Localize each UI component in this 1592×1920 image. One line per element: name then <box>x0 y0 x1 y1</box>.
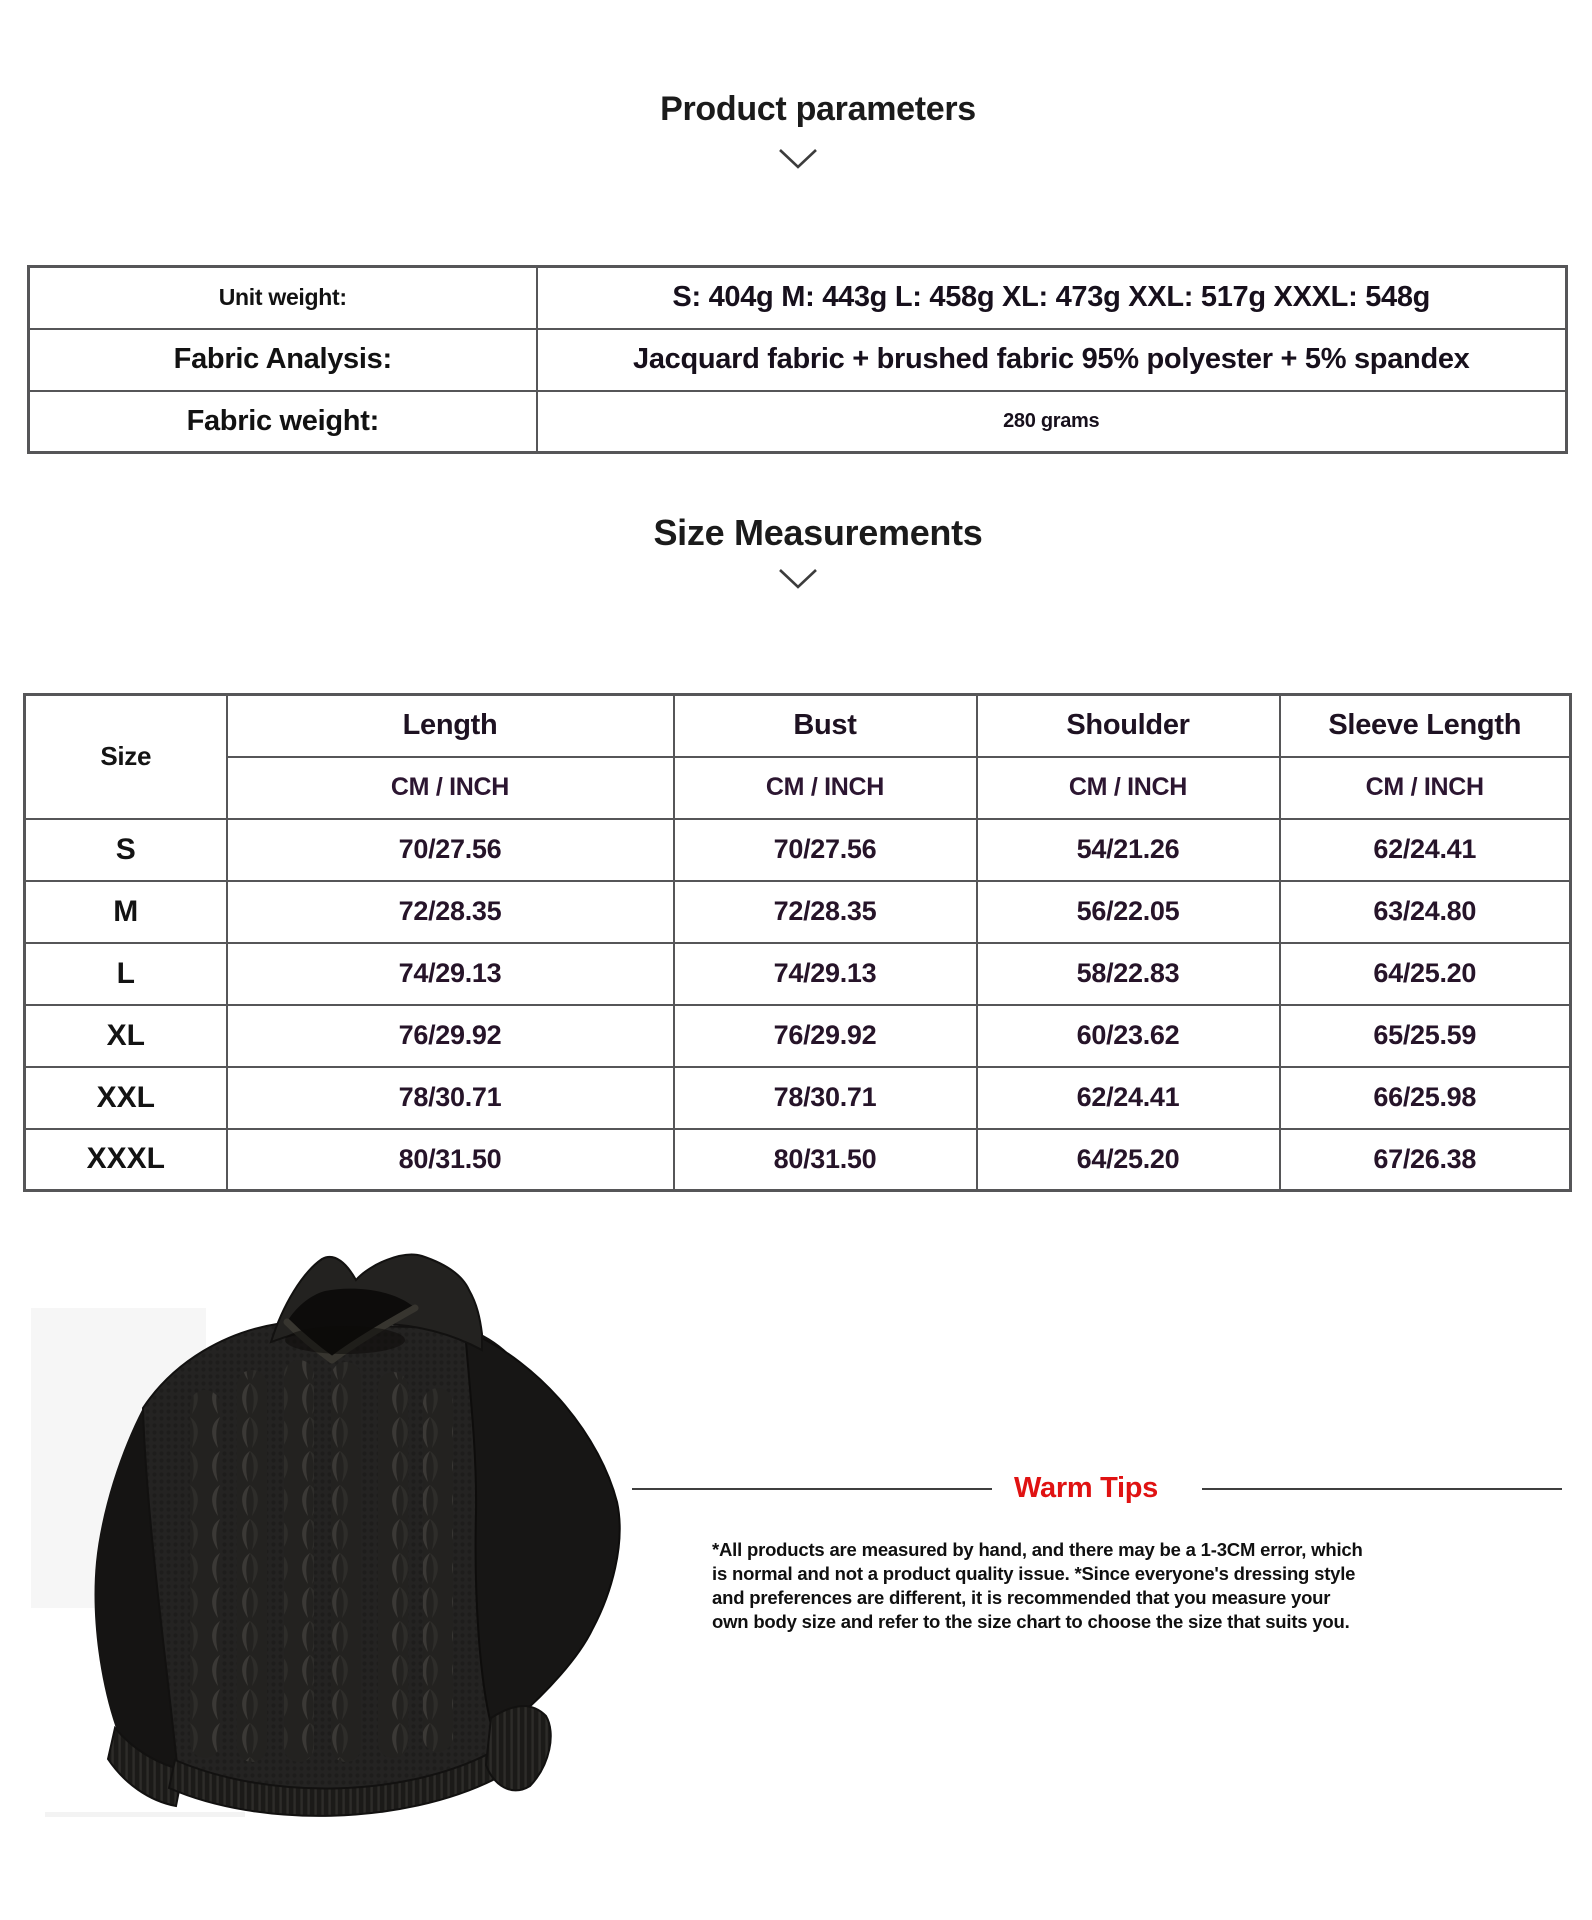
size-cell-label: S <box>25 819 227 881</box>
divider-line-left <box>632 1488 992 1490</box>
size-cell-length: 74/29.13 <box>227 943 674 1005</box>
size-cell-label: XXL <box>25 1067 227 1129</box>
spec-value: 280 grams <box>537 391 1567 453</box>
size-cell-length: 76/29.92 <box>227 1005 674 1067</box>
warm-tips-text <box>712 1538 1472 1634</box>
unit-label: CM / INCH <box>977 757 1280 819</box>
column-header-shoulder: Shoulder <box>977 695 1280 757</box>
chevron-down-icon <box>778 568 818 590</box>
size-row <box>25 1129 1571 1191</box>
warm-tips-header <box>632 1472 1562 1505</box>
spec-label: Fabric weight: <box>29 391 537 453</box>
size-cell-bust: 70/27.56 <box>674 819 977 881</box>
size-cell-shoulder: 54/21.26 <box>977 819 1280 881</box>
size-row <box>25 819 1571 881</box>
size-row <box>25 1067 1571 1129</box>
hoodie-right-cuff <box>486 1706 551 1790</box>
unit-label: CM / INCH <box>227 757 674 819</box>
size-cell-shoulder: 56/22.05 <box>977 881 1280 943</box>
hoodie-neck-shadow <box>285 1326 405 1354</box>
unit-label: CM / INCH <box>674 757 977 819</box>
size-cell-bust: 78/30.71 <box>674 1067 977 1129</box>
spec-label: Unit weight: <box>29 267 537 329</box>
warm-tips-line: *All products are measured by hand, and there may be a 1-3CM error, which <box>712 1539 1363 1560</box>
size-cell-sleeve: 65/25.59 <box>1280 1005 1571 1067</box>
spec-row <box>29 391 1567 453</box>
warm-tips-title: Warm Tips <box>1014 1472 1158 1504</box>
size-cell-length: 80/31.50 <box>227 1129 674 1191</box>
size-cell-bust: 72/28.35 <box>674 881 977 943</box>
size-cell-bust: 74/29.13 <box>674 943 977 1005</box>
size-cell-label: M <box>25 881 227 943</box>
chevron-down-icon <box>778 148 818 170</box>
size-row <box>25 943 1571 1005</box>
photo-background-edge <box>45 1812 245 1817</box>
divider-line-right <box>1202 1488 1562 1490</box>
size-cell-bust: 76/29.92 <box>674 1005 977 1067</box>
size-cell-length: 72/28.35 <box>227 881 674 943</box>
size-table-header-row <box>25 695 1571 757</box>
size-cell-sleeve: 63/24.80 <box>1280 881 1571 943</box>
size-cell-shoulder: 62/24.41 <box>977 1067 1280 1129</box>
column-header-sleeve-length: Sleeve Length <box>1280 695 1571 757</box>
size-cell-label: XL <box>25 1005 227 1067</box>
size-cell-bust: 80/31.50 <box>674 1129 977 1191</box>
warm-tips-line: is normal and not a product quality issue. *Since everyone's dressing style <box>712 1563 1356 1584</box>
warm-tips-line: and preferences are different, it is recommended that you measure your <box>712 1587 1331 1608</box>
size-cell-shoulder: 64/25.20 <box>977 1129 1280 1191</box>
section-title-size-measurements: Size Measurements <box>653 512 983 553</box>
size-row <box>25 881 1571 943</box>
spec-row <box>29 267 1567 329</box>
size-table-unit-row <box>25 757 1571 819</box>
size-cell-length: 78/30.71 <box>227 1067 674 1129</box>
product-parameters-table <box>27 265 1568 454</box>
size-cell-length: 70/27.56 <box>227 819 674 881</box>
size-cell-sleeve: 62/24.41 <box>1280 819 1571 881</box>
size-cell-shoulder: 60/23.62 <box>977 1005 1280 1067</box>
section-title-product-parameters: Product parameters <box>660 90 976 128</box>
unit-label: CM / INCH <box>1280 757 1571 819</box>
size-column-header: Size <box>25 695 227 819</box>
spec-row <box>29 329 1567 391</box>
warm-tips-line: own body size and refer to the size chart to choose the size that suits you. <box>712 1611 1350 1632</box>
column-header-bust: Bust <box>674 695 977 757</box>
spec-value: S: 404g M: 443g L: 458g XL: 473g XXL: 517g XXXL: 548g <box>537 267 1567 329</box>
size-measurements-table <box>23 693 1572 1192</box>
product-photo-hoodie <box>25 1212 640 1817</box>
size-cell-label: L <box>25 943 227 1005</box>
size-cell-sleeve: 66/25.98 <box>1280 1067 1571 1129</box>
size-cell-shoulder: 58/22.83 <box>977 943 1280 1005</box>
size-cell-sleeve: 64/25.20 <box>1280 943 1571 1005</box>
column-header-length: Length <box>227 695 674 757</box>
size-table-body <box>25 819 1571 1191</box>
size-cell-sleeve: 67/26.38 <box>1280 1129 1571 1191</box>
size-row <box>25 1005 1571 1067</box>
spec-label: Fabric Analysis: <box>29 329 537 391</box>
hoodie-right-sleeve <box>465 1330 620 1732</box>
size-cell-label: XXXL <box>25 1129 227 1191</box>
spec-value: Jacquard fabric + brushed fabric 95% polyester + 5% spandex <box>537 329 1567 391</box>
